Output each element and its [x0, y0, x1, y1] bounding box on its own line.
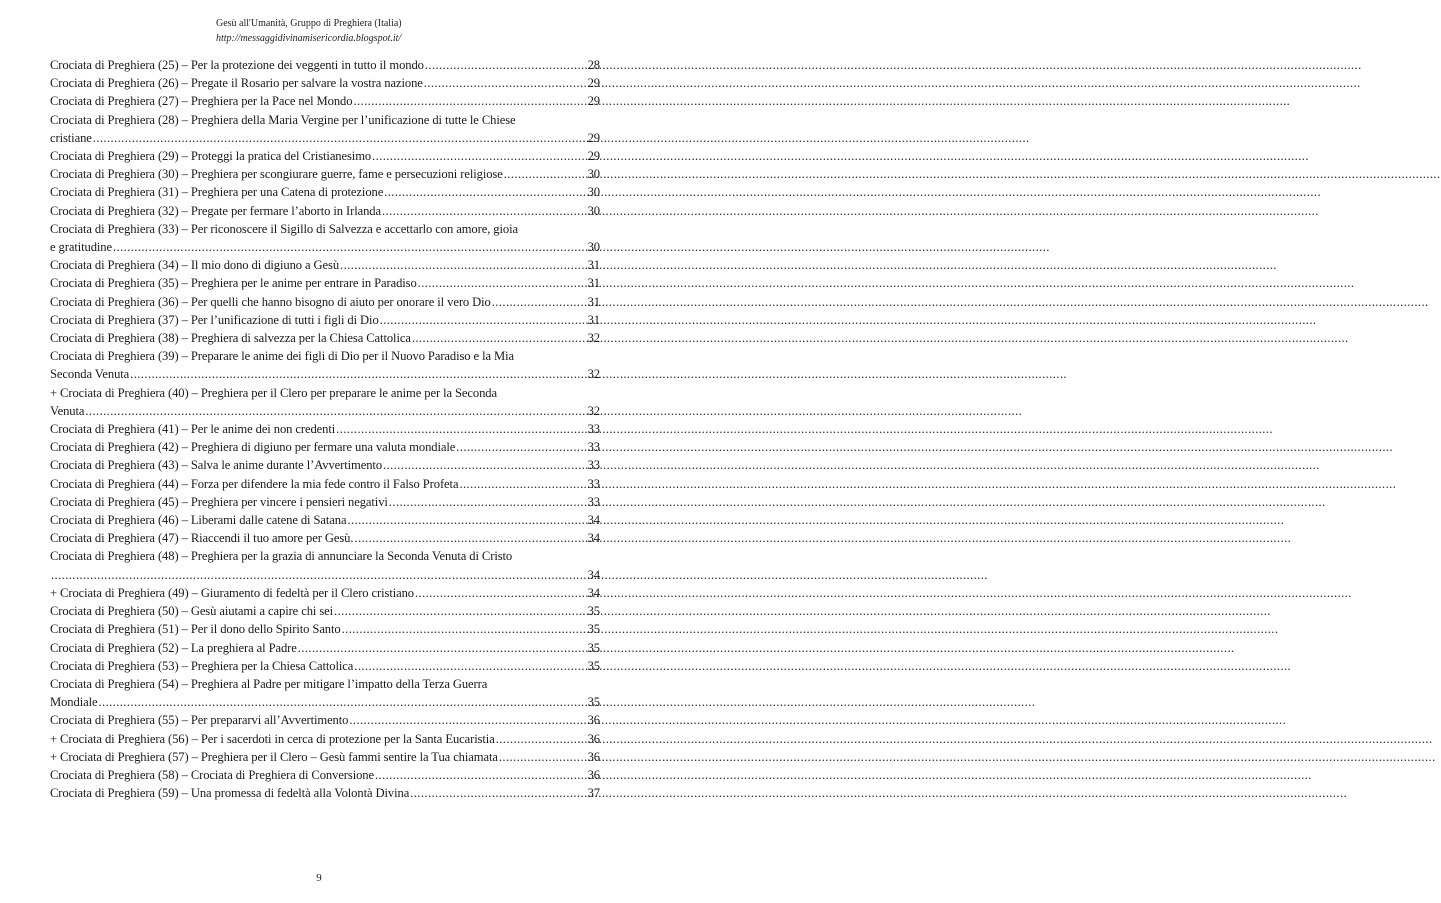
toc-entry-page: 30 [587, 167, 600, 182]
toc-entry[interactable] [50, 529, 600, 547]
toc-entry[interactable] [50, 147, 600, 165]
toc-entry[interactable] [50, 693, 600, 711]
toc-entry-page: 36 [587, 749, 600, 764]
dot-leader [415, 584, 587, 602]
toc-entry-title: Crociata di Preghiera (41) – Per le anime dei non credenti [50, 422, 336, 437]
toc-entry-title: Crociata di Preghiera (53) – Preghiera per la Chiesa Cattolica [50, 658, 354, 673]
toc-entry[interactable] [50, 639, 600, 657]
toc-entry[interactable] [50, 74, 600, 92]
toc-entry-page: 35 [587, 695, 600, 710]
toc-entry-title-line: Crociata di Preghiera (33) – Per riconoscere il Sigillo di Salvezza e accettarlo con amore, gioia [50, 221, 518, 236]
toc-entry-page: 30 [587, 203, 600, 218]
toc-entry-title: Seconda Venuta [50, 367, 130, 382]
toc-entry-title: Crociata di Preghiera (34) – Il mio dono di digiuno a Gesù [50, 258, 340, 273]
toc-entry-page: 29 [587, 130, 600, 145]
toc-entry-page: 34 [587, 567, 600, 582]
toc-entry-title: Crociata di Preghiera (59) – Una promessa di fedeltà alla Volontà Divina [50, 786, 410, 801]
toc-entry-title-line: Crociata di Preghiera (28) – Preghiera della Maria Vergine per l’unificazione di tutte le Chiese [50, 112, 516, 127]
toc-entry-title: Crociata di Preghiera (25) – Per la protezione dei veggenti in tutto il mondo [50, 58, 424, 72]
toc-entry[interactable] [50, 784, 600, 802]
toc-entry[interactable] [50, 311, 600, 329]
toc-entry[interactable] [50, 129, 600, 147]
toc-entry[interactable] [50, 438, 600, 456]
toc-entry-title: Crociata di Preghiera (55) – Per prepararvi all’Avvertimento [50, 713, 349, 728]
toc-entry[interactable] [50, 475, 600, 493]
toc-entry-title: Crociata di Preghiera (32) – Pregate per fermare l’aborto in Irlanda [50, 203, 381, 218]
toc-entry-page: 36 [587, 713, 600, 728]
toc-entry-title: e gratitudine [50, 240, 112, 255]
toc-entry-page: 31 [587, 276, 600, 291]
dot-leader [492, 293, 587, 311]
toc-entry-title: Crociata di Preghiera (52) – La preghiera al Padre [50, 640, 297, 655]
dot-leader [410, 784, 586, 802]
toc-entry-title: Crociata di Preghiera (35) – Preghiera per le anime per entrare in Paradiso [50, 276, 417, 291]
toc-entry[interactable] [50, 456, 600, 474]
toc-entry[interactable] [50, 511, 600, 529]
table-of-contents [50, 56, 600, 802]
toc-entry-page: 32 [587, 367, 600, 382]
dot-leader [375, 766, 587, 784]
dot-leader [85, 402, 586, 420]
toc-entry[interactable] [50, 165, 600, 183]
toc-entry-title: Crociata di Preghiera (44) – Forza per difendere la mia fede contro il Falso Profeta [50, 476, 459, 491]
toc-entry-page: 30 [587, 240, 600, 255]
dot-leader [347, 511, 586, 529]
toc-entry-title: Crociata di Preghiera (42) – Preghiera di digiuno per fermare una valuta mondiale [50, 440, 456, 455]
toc-entry-page: 31 [587, 312, 600, 327]
toc-entry-page: 29 [587, 94, 600, 109]
toc-entry-title: Crociata di Preghiera (51) – Per il dono dello Spirito Santo [50, 622, 341, 637]
toc-entry-title: Crociata di Preghiera (26) – Pregate il Rosario per salvare la vostra nazione [50, 76, 423, 91]
dot-leader [354, 529, 586, 547]
dot-leader [382, 202, 587, 220]
toc-entry-page: 35 [587, 622, 600, 637]
dot-leader [353, 92, 586, 110]
dot-leader [389, 493, 587, 511]
toc-entry-page: 33 [587, 458, 600, 473]
toc-entry-title: Crociata di Preghiera (46) – Liberami dalle catene di Satana [50, 513, 347, 528]
toc-entry[interactable] [50, 657, 600, 675]
toc-entry[interactable] [50, 238, 600, 256]
toc-entry-page: 32 [587, 403, 600, 418]
toc-entry-title-line: + Crociata di Preghiera (40) – Preghiera per il Clero per preparare le anime per la Seconda [50, 385, 497, 400]
toc-entry[interactable] [50, 293, 600, 311]
toc-entry-title-line: Crociata di Preghiera (54) – Preghiera al Padre per mitigare l’impatto della Terza Guerra [50, 676, 488, 691]
toc-entry[interactable] [50, 711, 600, 729]
toc-entry[interactable] [50, 766, 600, 784]
dot-leader [372, 147, 587, 165]
dot-leader [342, 620, 587, 638]
dot-leader [334, 602, 587, 620]
toc-entry-page: 30 [587, 185, 600, 200]
toc-entry-page: 29 [587, 76, 600, 91]
page-header [216, 16, 402, 46]
toc-entry[interactable] [50, 202, 600, 220]
toc-entry-page: 36 [587, 731, 600, 746]
toc-entry-title: cristiane [50, 130, 92, 145]
toc-entry-page: 34 [587, 513, 600, 528]
toc-entry-page: 37 [587, 786, 600, 801]
toc-entry-page: 35 [587, 604, 600, 619]
page-number: 9 [316, 872, 322, 884]
toc-entry[interactable] [50, 602, 600, 620]
toc-entry[interactable] [50, 92, 600, 110]
toc-entry-title: Crociata di Preghiera (47) – Riaccendi il tuo amore per Gesù. [50, 531, 354, 546]
toc-entry[interactable] [50, 183, 600, 201]
dot-leader [98, 693, 586, 711]
toc-entry-page: 31 [587, 294, 600, 309]
dot-leader [336, 420, 586, 438]
toc-entry-page: 35 [587, 640, 600, 655]
toc-entry-title: + Crociata di Preghiera (49) – Giuramento di fedeltà per il Clero cristiano [50, 585, 414, 600]
dot-leader [130, 365, 586, 383]
dot-leader [412, 329, 587, 347]
toc-entry-page: 35 [587, 658, 600, 673]
toc-entry-page: 33 [587, 476, 600, 491]
toc-entry-title: + Crociata di Preghiera (57) – Preghiera per il Clero – Gesù fammi sentire la Tua chiamata [50, 749, 498, 764]
toc-entry-title: Crociata di Preghiera (31) – Preghiera per una Catena di protezione [50, 185, 384, 200]
toc-entry[interactable] [50, 566, 600, 584]
toc-entry-page: 31 [587, 258, 600, 273]
toc-entry-title: Crociata di Preghiera (50) – Gesù aiutami a capire chi sei [50, 604, 334, 619]
toc-entry-title: Crociata di Preghiera (36) – Per quelli che hanno bisogno di aiuto per onorare il vero Dio [50, 294, 491, 309]
dot-leader [456, 438, 586, 456]
toc-entry[interactable] [50, 365, 600, 383]
dot-leader [424, 74, 587, 92]
toc-entry-page: 34 [587, 585, 600, 600]
toc-entry[interactable] [50, 620, 600, 638]
toc-entry-title-line: Crociata di Preghiera (39) – Preparare le anime dei figli di Dio per il Nuovo Paradiso e la Mia [50, 349, 515, 364]
toc-entry-page: 33 [587, 422, 600, 437]
toc-entry-title: Venuta [50, 403, 85, 418]
toc-entry[interactable] [50, 329, 600, 347]
header-url: http://messaggidivinamisericordia.blogspot.it/ [216, 33, 402, 44]
dot-leader [380, 311, 587, 329]
toc-entry-title: Crociata di Preghiera (37) – Per l’unificazione di tutti i figli di Dio [50, 312, 379, 327]
toc-entry[interactable] [50, 402, 600, 420]
header-title: Gesù all'Umanità, Gruppo di Preghiera (Italia) [216, 18, 402, 29]
dot-leader [496, 730, 587, 748]
dot-leader [340, 256, 587, 274]
toc-entry-page: 33 [587, 440, 600, 455]
toc-entry-title: Crociata di Preghiera (45) – Preghiera per vincere i pensieri negativi [50, 494, 388, 509]
toc-entry[interactable] [50, 256, 600, 274]
dot-leader [349, 711, 586, 729]
toc-entry-title: Crociata di Preghiera (38) – Preghiera di salvezza per la Chiesa Cattolica [50, 331, 411, 346]
dot-leader [113, 238, 587, 256]
toc-entry-page: 32 [587, 331, 600, 346]
dot-leader [383, 456, 587, 474]
toc-entry-page: 36 [587, 767, 600, 782]
toc-entry-title: Crociata di Preghiera (43) – Salva le anime durante l’Avvertimento [50, 458, 383, 473]
dot-leader [425, 56, 587, 74]
toc-entry[interactable] [50, 56, 600, 74]
toc-entry[interactable] [50, 274, 600, 292]
toc-entry-title: Crociata di Preghiera (27) – Preghiera per la Pace nel Mondo [50, 94, 353, 109]
toc-entry-page: 29 [587, 149, 600, 164]
toc-entry-page: 33 [587, 494, 600, 509]
toc-entry[interactable] [50, 584, 600, 602]
toc-entry-title: + Crociata di Preghiera (56) – Per i sacerdoti in cerca di protezione per la Santa Eucaristia [50, 731, 495, 746]
toc-entry-title: Crociata di Preghiera (30) – Preghiera per scongiurare guerre, fame e persecuzioni religiose [50, 167, 503, 182]
toc-entry[interactable] [50, 748, 600, 766]
toc-entry[interactable] [50, 493, 600, 511]
toc-entry[interactable] [50, 730, 600, 748]
dot-leader [298, 639, 587, 657]
toc-entry-title: Mondiale [50, 695, 98, 710]
dot-leader [51, 566, 587, 584]
toc-entry-page: 28 [587, 58, 600, 72]
dot-leader [93, 129, 587, 147]
toc-entry-title: Crociata di Preghiera (58) – Crociata di Preghiera di Conversione [50, 767, 374, 782]
toc-entry-page: 34 [587, 531, 600, 546]
dot-leader [504, 165, 587, 183]
dot-leader [459, 475, 586, 493]
toc-entry[interactable] [50, 420, 600, 438]
toc-entry-title: Crociata di Preghiera (29) – Proteggi la pratica del Cristianesimo [50, 149, 372, 164]
dot-leader [354, 657, 586, 675]
dot-leader [384, 183, 586, 201]
toc-entry-title-line: Crociata di Preghiera (48) – Preghiera per la grazia di annunciare la Seconda Venuta di Cristo [50, 549, 513, 564]
dot-leader [499, 748, 587, 766]
dot-leader [418, 274, 587, 292]
